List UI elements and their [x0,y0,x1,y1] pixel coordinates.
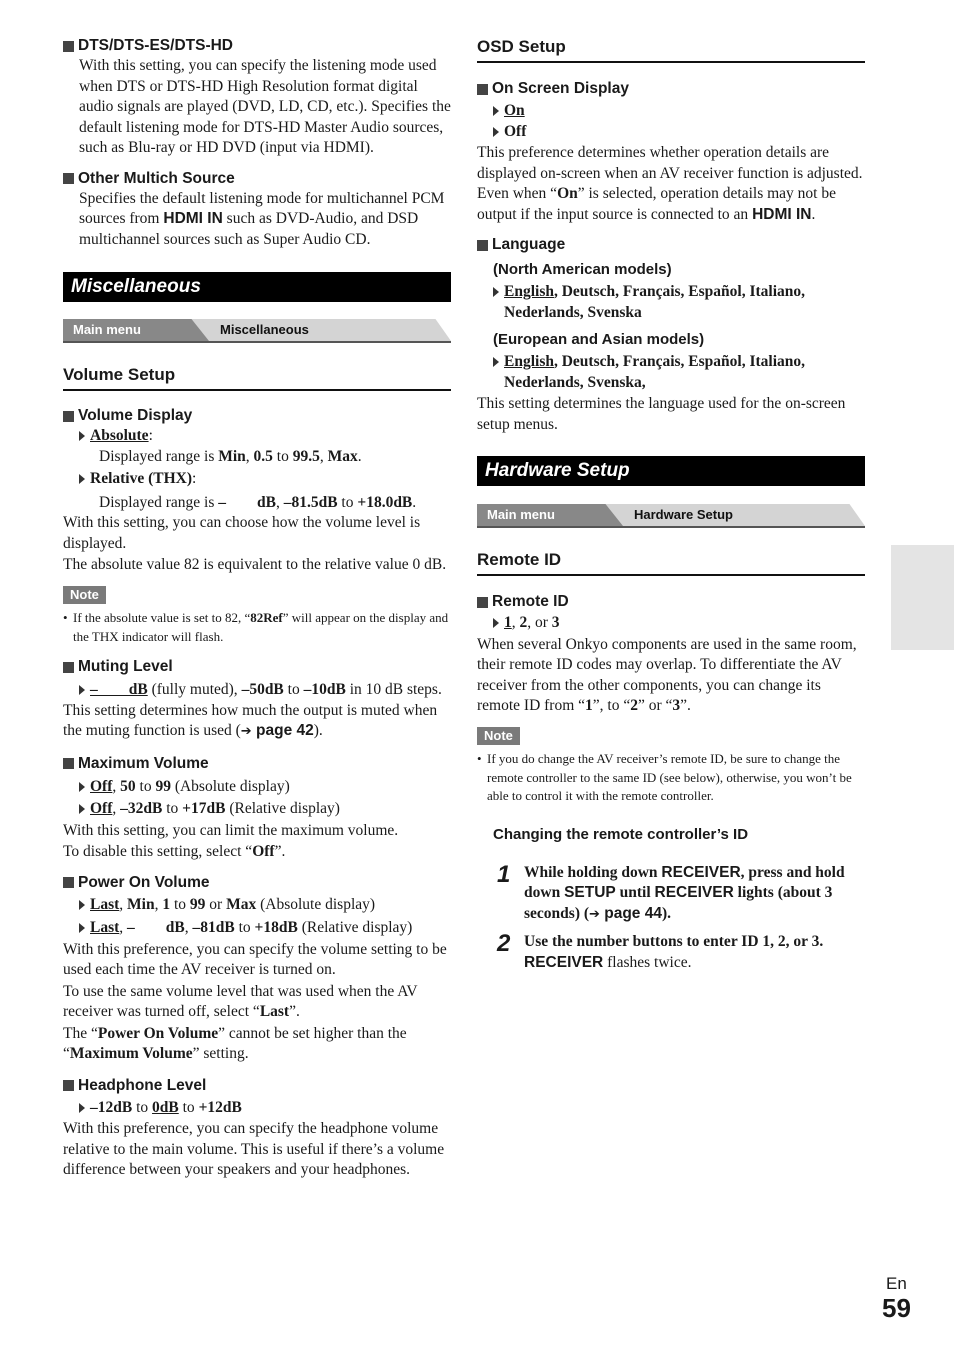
square-bullet-icon [477,240,488,251]
triangle-bullet-icon [79,782,85,792]
page-ref-link[interactable]: page 44 [599,904,662,922]
max-volume-desc-2: To disable this setting, select “Off”. [63,843,286,860]
power-on-desc-2: To use the same volume level that was used when the AV receiver was turned off, select “Last”. [63,982,418,1020]
power-on-desc-3: The “Power On Volume” cannot be set higher than the “Maximum Volume” setting. [63,1024,407,1062]
remote-id-desc: When several Onkyo components are used in the same room, their remote ID codes may overlap. To differentiate the AV receiver from the other components, you can change its remote ID from “1”, to “2” or “3”. [477,635,857,714]
arrow-icon: ➔ [240,724,252,739]
osd-desc-2: Even when “On” is selected, operation details may not be output if the input source is connected to an HDMI IN. [477,185,836,223]
triangle-bullet-icon [79,804,85,814]
square-bullet-icon [63,411,74,422]
remote-id-title: Remote ID [477,549,865,576]
square-bullet-icon [63,41,74,52]
triangle-bullet-icon [79,474,85,484]
square-bullet-icon [477,84,488,95]
triangle-bullet-icon [79,431,85,441]
note-text: • If the absolute value is set to 82, “82Ref” will appear on the display and the THX indicator will flash. [63,610,449,644]
side-tab [891,545,954,650]
step-number: 1 [497,860,511,888]
note-label: Note [477,727,520,745]
triangle-bullet-icon [79,1103,85,1113]
volume-display-desc-2: The absolute value 82 is equivalent to the relative value 0 dB. [63,556,447,573]
step-1: 1 While holding down RECEIVER, press and hold down SETUP until RECEIVER lights (about 3 seconds) (➔ page 44). [477,863,865,926]
remote-id-heading: Remote ID [477,592,865,612]
square-bullet-icon [63,1080,74,1091]
page-ref-link[interactable]: page 42 [251,722,314,739]
option-power-absolute: Last, Min, 1 to 99 or Max (Absolute display) [63,895,451,916]
volume-display-heading: Volume Display [63,406,451,426]
square-bullet-icon [63,877,74,888]
triangle-bullet-icon [493,127,499,137]
note-text: • If you do change the AV receiver’s remote ID, be sure to change the remote controller to the same ID (see below), otherwise, you won’t be able to control it with the remote controller. [477,751,852,803]
right-column [477,36,865,973]
max-volume-desc-1: With this setting, you can limit the maximum volume. [63,821,399,839]
option-max-relative: Off, –32dB to +17dB (Relative display) [63,799,451,820]
language-label: En [886,1274,907,1293]
on-screen-display-heading: On Screen Display [477,79,865,99]
square-bullet-icon [477,597,488,608]
option-languages-eu: English, Deutsch, Français, Español, Italiano, Nederlands, Svenska, [477,352,865,393]
option-power-relative: Last, – dB, –81dB to +18dB (Relative display) [63,918,451,939]
option-max-absolute: Off, 50 to 99 (Absolute display) [63,777,451,798]
muting-level-heading: Muting Level [63,657,451,677]
relative-range: Displayed range is – dB, –81.5dB to +18.0dB. [99,493,417,511]
osd-desc-1: This preference determines whether operation details are displayed on-screen when an AV receiver function is adjusted. [477,144,863,182]
note-label: Note [63,586,106,604]
option-remote-id: 1, 2, or 3 [477,613,865,634]
option-on: On [477,101,865,122]
note-box [477,726,865,747]
power-on-volume-heading: Power On Volume [63,873,451,893]
headphone-desc: With this preference, you can specify the headphone volume relative to the main volume. This is useful if there’s a volume difference between your speakers and your headphones. [63,1120,445,1178]
volume-display-desc-1: With this setting, you can choose how the volume level is displayed. [63,514,421,552]
changing-remote-id-heading: Changing the remote controller’s ID [493,825,749,843]
breadcrumb [63,319,451,343]
absolute-range: Displayed range is Min, 0.5 to 99.5, Max. [99,447,362,465]
breadcrumb-hardware-setup: Hardware Setup [634,507,733,522]
option-languages-na: English, Deutsch, Français, Español, Italiano, Nederlands, Svenska [477,282,865,323]
triangle-bullet-icon [493,618,499,628]
volume-setup-title: Volume Setup [63,364,451,391]
square-bullet-icon [63,662,74,673]
breadcrumb-main-menu: Main menu [73,322,141,337]
triangle-bullet-icon [493,106,499,116]
square-bullet-icon [63,758,74,769]
breadcrumb [477,504,865,528]
step-number: 2 [497,930,511,957]
dts-text: With this setting, you can specify the listening mode used when DTS or DTS-HD High Resolution format digital audio signals are played (DVD, LD, CD, etc.). Specifies the default listening mode for DTS-HD Master Audio sources, such as Blu-ray or HD DVD (input via HDMI). [79,57,451,156]
triangle-bullet-icon [493,287,499,297]
arrow-icon: ➔ [589,906,600,922]
option-muting-range: – dB (fully muted), –50dB to –10dB in 10 dB steps. [63,680,451,701]
square-bullet-icon [63,173,74,184]
headphone-level-heading: Headphone Level [63,1076,451,1096]
page-number: 59 [882,1293,911,1323]
section-title-miscellaneous: Miscellaneous [63,272,451,302]
power-on-desc-1: With this preference, you can specify the volume setting to be used each time the AV receiver is turned on. [63,940,447,978]
note-box [63,585,451,606]
osd-setup-title: OSD Setup [477,36,865,63]
section-title-hardware-setup: Hardware Setup [477,456,865,486]
other-multich-text: Specifies the default listening mode for multichannel PCM sources from HDMI IN such as DVD-Audio, and DSD multichannel sources such as Super Audio CD. [79,189,445,248]
option-off: Off [477,122,865,143]
left-column [63,36,451,1181]
triangle-bullet-icon [79,900,85,910]
muting-desc: This setting determines how much the output is muted when the muting function is used (➔ page 42). [63,701,438,739]
maximum-volume-heading: Maximum Volume [63,754,451,774]
triangle-bullet-icon [79,923,85,933]
breadcrumb-main-menu: Main menu [487,507,555,522]
breadcrumb-miscellaneous: Miscellaneous [220,322,309,337]
triangle-bullet-icon [79,685,85,695]
option-absolute: Absolute: [63,426,451,447]
option-headphone-range: –12dB to 0dB to +12dB [63,1098,451,1119]
other-multich-heading: Other Multich Source [63,169,451,189]
step-2: 2 Use the number buttons to enter ID 1, 2, or 3. RECEIVER flashes twice. [477,932,865,973]
language-heading: Language [477,235,865,255]
dts-heading: DTS/DTS-ES/DTS-HD [63,36,451,56]
north-american-models-label: (North American models) [493,261,672,278]
option-relative-thx: Relative (THX): [63,469,451,490]
european-asian-models-label: (European and Asian models) [493,331,705,348]
triangle-bullet-icon [493,357,499,367]
language-desc: This setting determines the language used for the on-screen setup menus. [477,395,846,433]
